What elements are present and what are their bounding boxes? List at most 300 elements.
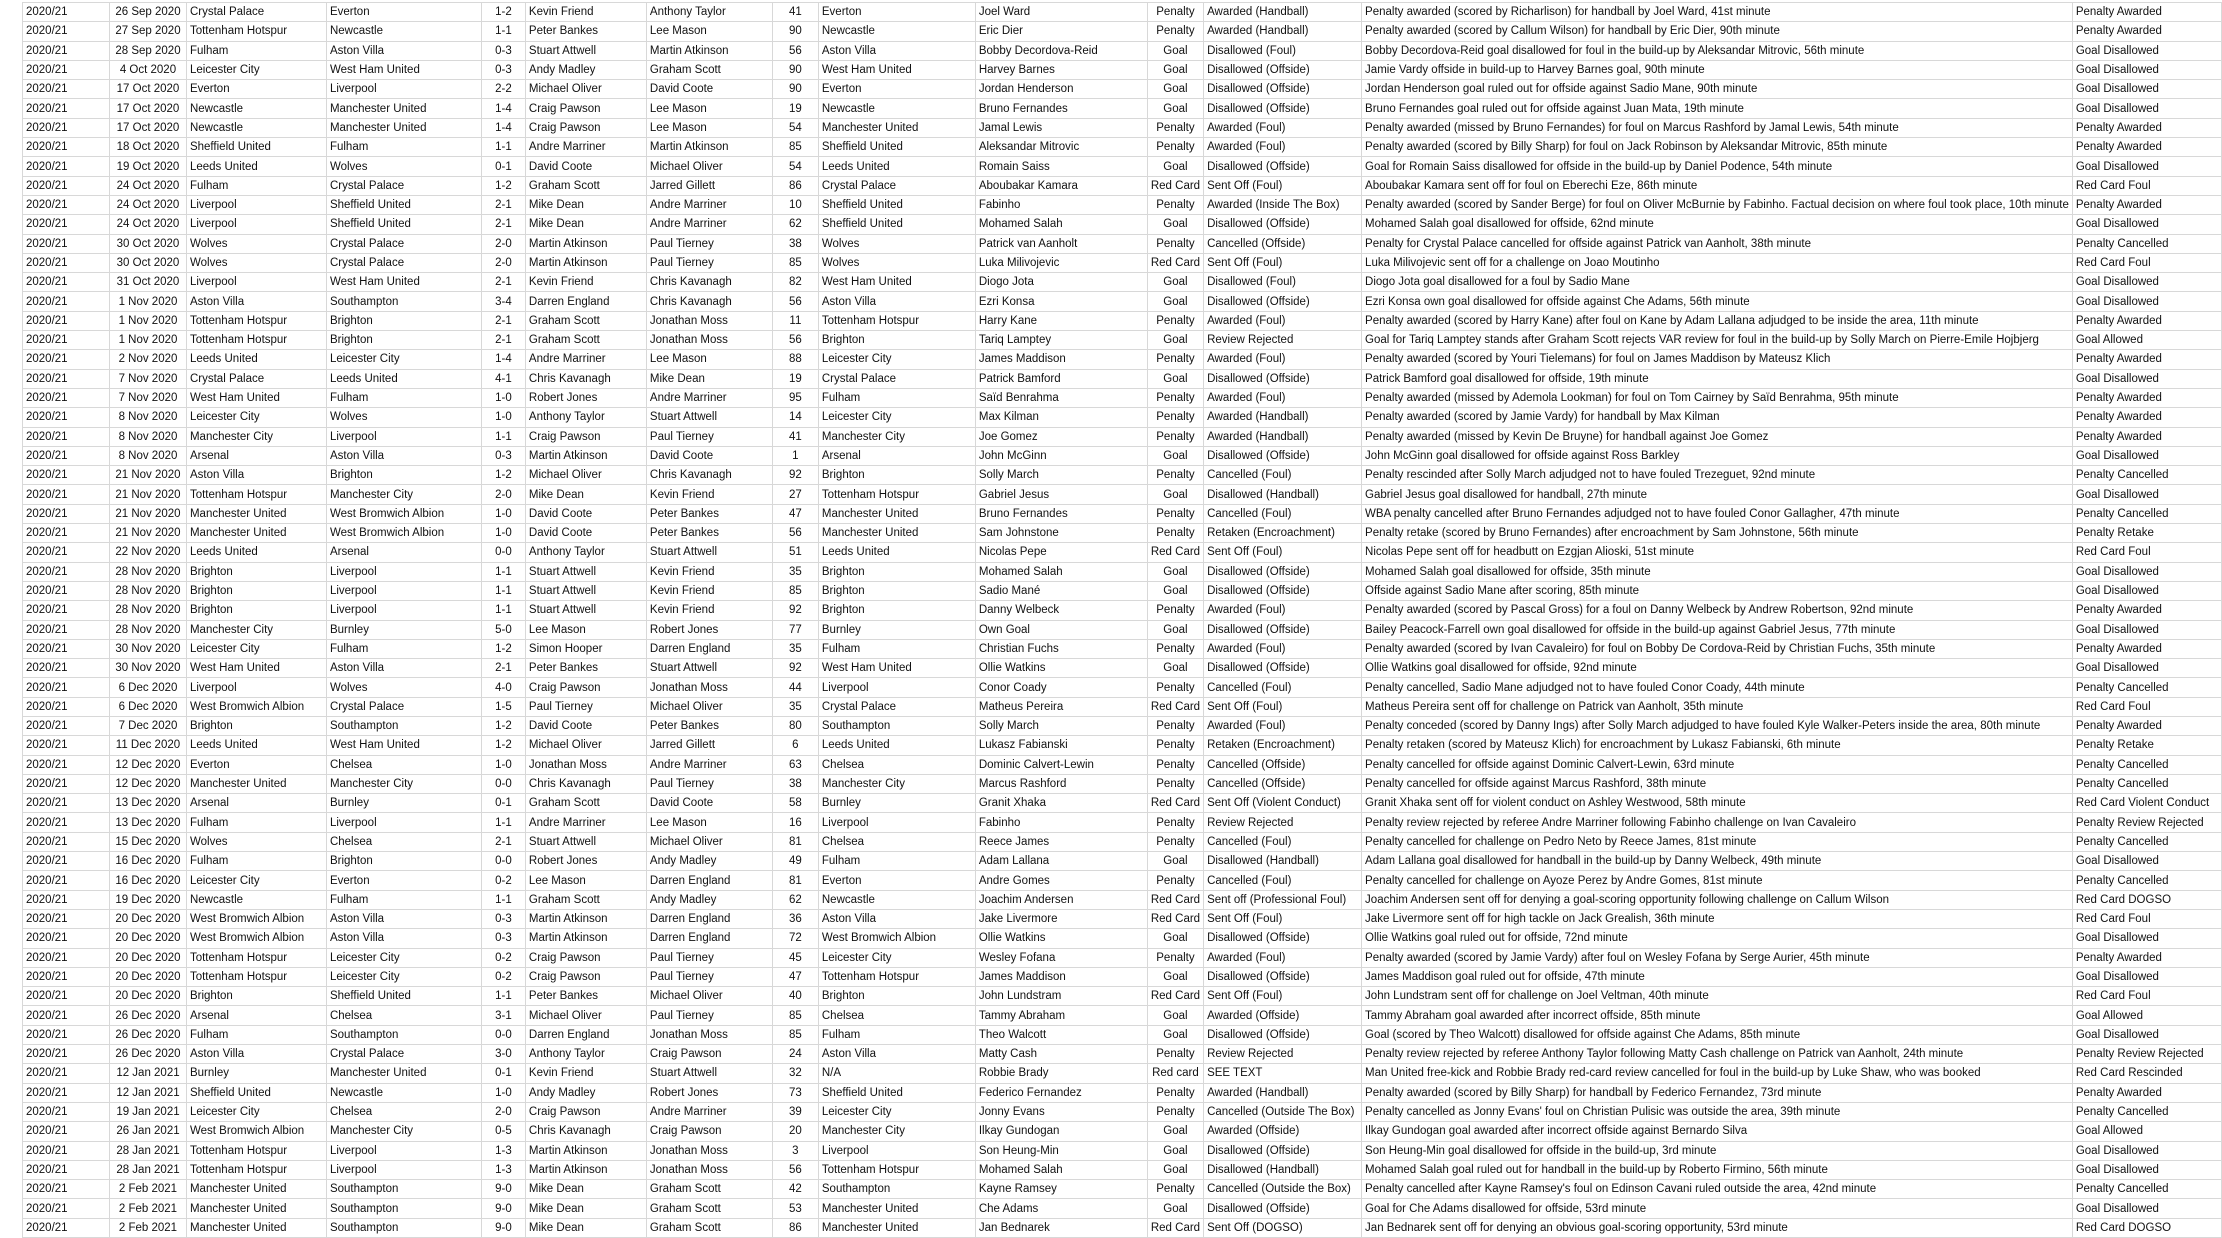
cell-var-official[interactable]: Kevin Friend	[646, 581, 772, 600]
cell-referee[interactable]: Robert Jones	[525, 852, 646, 871]
cell-score[interactable]: 1-2	[481, 716, 525, 735]
cell-player[interactable]: Solly March	[975, 466, 1147, 485]
cell-incident-type[interactable]: Penalty	[1147, 755, 1203, 774]
cell-var-official[interactable]: Andre Marriner	[646, 1102, 772, 1121]
cell-away-team[interactable]: Liverpool	[326, 813, 481, 832]
cell-season[interactable]: 2020/21	[23, 1180, 110, 1199]
cell-category[interactable]: Penalty Awarded	[2072, 639, 2221, 658]
table-row[interactable]	[23, 118, 2222, 137]
cell-decision-team[interactable]: Liverpool	[818, 813, 975, 832]
cell-home-team[interactable]: Liverpool	[186, 273, 326, 292]
cell-season[interactable]: 2020/21	[23, 215, 110, 234]
cell-home-team[interactable]: Tottenham Hotspur	[186, 948, 326, 967]
cell-decision[interactable]: Disallowed (Offside)	[1204, 659, 1362, 678]
cell-decision-team[interactable]: Fulham	[818, 388, 975, 407]
cell-player[interactable]: Son Heung-Min	[975, 1141, 1147, 1160]
table-row[interactable]	[23, 1218, 2222, 1237]
cell-category[interactable]: Goal Disallowed	[2072, 485, 2221, 504]
cell-incident-type[interactable]: Penalty	[1147, 678, 1203, 697]
cell-player[interactable]: Tariq Lamptey	[975, 331, 1147, 350]
cell-player[interactable]: Jamal Lewis	[975, 118, 1147, 137]
cell-home-team[interactable]: Aston Villa	[186, 466, 326, 485]
cell-away-team[interactable]: Southampton	[326, 716, 481, 735]
cell-away-team[interactable]: Aston Villa	[326, 909, 481, 928]
cell-category[interactable]: Goal Disallowed	[2072, 369, 2221, 388]
cell-minute[interactable]: 41	[772, 427, 818, 446]
cell-home-team[interactable]: Fulham	[186, 176, 326, 195]
cell-player[interactable]: James Maddison	[975, 350, 1147, 369]
cell-minute[interactable]: 90	[772, 22, 818, 41]
cell-var-official[interactable]: Robert Jones	[646, 1083, 772, 1102]
cell-score[interactable]: 0-3	[481, 909, 525, 928]
cell-incident-type[interactable]: Penalty	[1147, 716, 1203, 735]
cell-category[interactable]: Penalty Awarded	[2072, 1083, 2221, 1102]
table-row[interactable]	[23, 234, 2222, 253]
cell-player[interactable]: Andre Gomes	[975, 871, 1147, 890]
cell-minute[interactable]: 16	[772, 813, 818, 832]
cell-score[interactable]: 0-3	[481, 60, 525, 79]
cell-player[interactable]: Patrick van Aanholt	[975, 234, 1147, 253]
cell-away-team[interactable]: Liverpool	[326, 80, 481, 99]
cell-season[interactable]: 2020/21	[23, 99, 110, 118]
cell-season[interactable]: 2020/21	[23, 3, 110, 22]
cell-decision-team[interactable]: Fulham	[818, 639, 975, 658]
cell-minute[interactable]: 85	[772, 253, 818, 272]
cell-score[interactable]: 0-3	[481, 929, 525, 948]
cell-description[interactable]: Ollie Watkins goal ruled out for offside, 72nd minute	[1362, 929, 2073, 948]
cell-decision-team[interactable]: Leicester City	[818, 350, 975, 369]
cell-incident-type[interactable]: Goal	[1147, 99, 1203, 118]
table-row[interactable]	[23, 369, 2222, 388]
cell-description[interactable]: Gabriel Jesus goal disallowed for handball, 27th minute	[1362, 485, 2073, 504]
cell-decision-team[interactable]: Southampton	[818, 1180, 975, 1199]
cell-minute[interactable]: 44	[772, 678, 818, 697]
cell-category[interactable]: Goal Disallowed	[2072, 446, 2221, 465]
cell-player[interactable]: Sam Johnstone	[975, 524, 1147, 543]
cell-player[interactable]: Lukasz Fabianski	[975, 736, 1147, 755]
cell-away-team[interactable]: Leeds United	[326, 369, 481, 388]
cell-decision[interactable]: Cancelled (Foul)	[1204, 871, 1362, 890]
cell-referee[interactable]: Martin Atkinson	[525, 1160, 646, 1179]
cell-home-team[interactable]: Leicester City	[186, 60, 326, 79]
cell-season[interactable]: 2020/21	[23, 890, 110, 909]
cell-incident-type[interactable]: Penalty	[1147, 948, 1203, 967]
cell-category[interactable]: Red Card Foul	[2072, 543, 2221, 562]
cell-away-team[interactable]: Manchester City	[326, 774, 481, 793]
cell-referee[interactable]: Martin Atkinson	[525, 1141, 646, 1160]
cell-minute[interactable]: 62	[772, 890, 818, 909]
cell-incident-type[interactable]: Penalty	[1147, 350, 1203, 369]
cell-incident-type[interactable]: Red Card	[1147, 909, 1203, 928]
cell-score[interactable]: 1-1	[481, 890, 525, 909]
cell-decision[interactable]: Awarded (Foul)	[1204, 118, 1362, 137]
cell-minute[interactable]: 1	[772, 446, 818, 465]
table-row[interactable]	[23, 504, 2222, 523]
cell-score[interactable]: 9-0	[481, 1180, 525, 1199]
cell-season[interactable]: 2020/21	[23, 794, 110, 813]
cell-category[interactable]: Penalty Awarded	[2072, 388, 2221, 407]
cell-decision[interactable]: Disallowed (Offside)	[1204, 446, 1362, 465]
cell-score[interactable]: 0-0	[481, 543, 525, 562]
cell-decision-team[interactable]: Tottenham Hotspur	[818, 1160, 975, 1179]
cell-minute[interactable]: 73	[772, 1083, 818, 1102]
cell-var-official[interactable]: Peter Bankes	[646, 716, 772, 735]
cell-decision[interactable]: Awarded (Foul)	[1204, 311, 1362, 330]
cell-category[interactable]: Penalty Cancelled	[2072, 234, 2221, 253]
cell-season[interactable]: 2020/21	[23, 446, 110, 465]
cell-score[interactable]: 9-0	[481, 1199, 525, 1218]
cell-home-team[interactable]: Newcastle	[186, 890, 326, 909]
cell-decision-team[interactable]: Manchester City	[818, 774, 975, 793]
cell-date[interactable]: 26 Dec 2020	[109, 1025, 186, 1044]
cell-incident-type[interactable]: Penalty	[1147, 524, 1203, 543]
cell-home-team[interactable]: Brighton	[186, 581, 326, 600]
cell-score[interactable]: 9-0	[481, 1218, 525, 1237]
cell-decision-team[interactable]: Everton	[818, 3, 975, 22]
cell-decision[interactable]: Awarded (Foul)	[1204, 388, 1362, 407]
cell-score[interactable]: 1-4	[481, 118, 525, 137]
cell-incident-type[interactable]: Penalty	[1147, 311, 1203, 330]
cell-home-team[interactable]: Tottenham Hotspur	[186, 311, 326, 330]
cell-season[interactable]: 2020/21	[23, 581, 110, 600]
cell-category[interactable]: Penalty Cancelled	[2072, 678, 2221, 697]
cell-description[interactable]: Joachim Andersen sent off for denying a goal-scoring opportunity following challenge on Callum Wilson	[1362, 890, 2073, 909]
cell-season[interactable]: 2020/21	[23, 408, 110, 427]
cell-player[interactable]: Patrick Bamford	[975, 369, 1147, 388]
cell-var-official[interactable]: Michael Oliver	[646, 987, 772, 1006]
cell-category[interactable]: Penalty Cancelled	[2072, 1102, 2221, 1121]
cell-referee[interactable]: Andre Marriner	[525, 350, 646, 369]
cell-home-team[interactable]: Aston Villa	[186, 292, 326, 311]
cell-decision-team[interactable]: Crystal Palace	[818, 697, 975, 716]
cell-date[interactable]: 28 Jan 2021	[109, 1141, 186, 1160]
cell-category[interactable]: Penalty Awarded	[2072, 350, 2221, 369]
cell-season[interactable]: 2020/21	[23, 871, 110, 890]
cell-date[interactable]: 15 Dec 2020	[109, 832, 186, 851]
cell-date[interactable]: 2 Nov 2020	[109, 350, 186, 369]
cell-description[interactable]: Nicolas Pepe sent off for headbutt on Ezgjan Alioski, 51st minute	[1362, 543, 2073, 562]
cell-minute[interactable]: 38	[772, 234, 818, 253]
cell-var-official[interactable]: Darren England	[646, 871, 772, 890]
cell-score[interactable]: 1-0	[481, 408, 525, 427]
cell-away-team[interactable]: Burnley	[326, 620, 481, 639]
cell-category[interactable]: Penalty Cancelled	[2072, 871, 2221, 890]
table-row[interactable]	[23, 99, 2222, 118]
cell-var-official[interactable]: Stuart Attwell	[646, 408, 772, 427]
cell-description[interactable]: Diogo Jota goal disallowed for a foul by Sadio Mane	[1362, 273, 2073, 292]
cell-incident-type[interactable]: Goal	[1147, 41, 1203, 60]
cell-category[interactable]: Penalty Review Rejected	[2072, 813, 2221, 832]
cell-incident-type[interactable]: Penalty	[1147, 1083, 1203, 1102]
cell-category[interactable]: Red Card DOGSO	[2072, 890, 2221, 909]
cell-home-team[interactable]: Wolves	[186, 234, 326, 253]
table-row[interactable]	[23, 601, 2222, 620]
table-row[interactable]	[23, 1083, 2222, 1102]
table-row[interactable]	[23, 890, 2222, 909]
cell-date[interactable]: 20 Dec 2020	[109, 948, 186, 967]
cell-player[interactable]: Mohamed Salah	[975, 215, 1147, 234]
cell-description[interactable]: Penalty awarded (scored by Billy Sharp) for foul on Jack Robinson by Aleksandar Mitrovic, 85th minute	[1362, 138, 2073, 157]
cell-score[interactable]: 1-0	[481, 755, 525, 774]
cell-var-official[interactable]: Jarred Gillett	[646, 736, 772, 755]
cell-description[interactable]: James Maddison goal ruled out for offside, 47th minute	[1362, 967, 2073, 986]
cell-date[interactable]: 20 Dec 2020	[109, 909, 186, 928]
cell-referee[interactable]: Graham Scott	[525, 331, 646, 350]
cell-description[interactable]: Penalty awarded (scored by Harry Kane) after foul on Kane by Adam Lallana adjudged to be inside the area, 11th minute	[1362, 311, 2073, 330]
cell-decision[interactable]: Disallowed (Offside)	[1204, 99, 1362, 118]
cell-decision-team[interactable]: Brighton	[818, 466, 975, 485]
cell-description[interactable]: Penalty review rejected by referee Andre Marriner following Fabinho challenge on Ivan Cavaleiro	[1362, 813, 2073, 832]
cell-decision[interactable]: Cancelled (Foul)	[1204, 504, 1362, 523]
cell-incident-type[interactable]: Goal	[1147, 1006, 1203, 1025]
cell-category[interactable]: Penalty Awarded	[2072, 138, 2221, 157]
cell-description[interactable]: John Lundstram sent off for challenge on Joel Veltman, 40th minute	[1362, 987, 2073, 1006]
cell-score[interactable]: 1-1	[481, 601, 525, 620]
cell-incident-type[interactable]: Penalty	[1147, 118, 1203, 137]
cell-var-official[interactable]: Andre Marriner	[646, 195, 772, 214]
cell-season[interactable]: 2020/21	[23, 909, 110, 928]
cell-category[interactable]: Goal Disallowed	[2072, 581, 2221, 600]
cell-minute[interactable]: 88	[772, 350, 818, 369]
cell-season[interactable]: 2020/21	[23, 253, 110, 272]
cell-date[interactable]: 20 Dec 2020	[109, 929, 186, 948]
cell-description[interactable]: Penalty awarded (scored by Callum Wilson) for handball by Eric Dier, 90th minute	[1362, 22, 2073, 41]
cell-decision-team[interactable]: Newcastle	[818, 22, 975, 41]
cell-var-official[interactable]: Andy Madley	[646, 852, 772, 871]
cell-home-team[interactable]: Fulham	[186, 813, 326, 832]
cell-season[interactable]: 2020/21	[23, 369, 110, 388]
cell-description[interactable]: Penalty awarded (missed by Bruno Fernandes) for foul on Marcus Rashford by Jamal Lewis, 54th minute	[1362, 118, 2073, 137]
cell-category[interactable]: Goal Disallowed	[2072, 929, 2221, 948]
cell-player[interactable]: Danny Welbeck	[975, 601, 1147, 620]
table-row[interactable]	[23, 929, 2222, 948]
cell-player[interactable]: Matty Cash	[975, 1045, 1147, 1064]
cell-description[interactable]: Penalty cancelled after Kayne Ramsey's foul on Edinson Cavani ruled outside the area, 42nd minute	[1362, 1180, 2073, 1199]
cell-decision[interactable]: Disallowed (Foul)	[1204, 41, 1362, 60]
cell-away-team[interactable]: Aston Villa	[326, 446, 481, 465]
cell-referee[interactable]: Craig Pawson	[525, 678, 646, 697]
cell-referee[interactable]: Michael Oliver	[525, 1006, 646, 1025]
cell-minute[interactable]: 38	[772, 774, 818, 793]
cell-minute[interactable]: 35	[772, 697, 818, 716]
cell-description[interactable]: Ollie Watkins goal disallowed for offside, 92nd minute	[1362, 659, 2073, 678]
cell-score[interactable]: 2-0	[481, 1102, 525, 1121]
cell-season[interactable]: 2020/21	[23, 195, 110, 214]
table-row[interactable]	[23, 80, 2222, 99]
cell-home-team[interactable]: Leeds United	[186, 350, 326, 369]
cell-var-official[interactable]: Paul Tierney	[646, 967, 772, 986]
cell-score[interactable]: 2-1	[481, 832, 525, 851]
cell-home-team[interactable]: Manchester City	[186, 620, 326, 639]
cell-decision[interactable]: Awarded (Foul)	[1204, 601, 1362, 620]
cell-var-official[interactable]: David Coote	[646, 794, 772, 813]
cell-decision[interactable]: Disallowed (Offside)	[1204, 80, 1362, 99]
cell-referee[interactable]: Andy Madley	[525, 1083, 646, 1102]
cell-player[interactable]: Matheus Pereira	[975, 697, 1147, 716]
cell-decision[interactable]: Cancelled (Outside the Box)	[1204, 1180, 1362, 1199]
cell-home-team[interactable]: Brighton	[186, 987, 326, 1006]
cell-player[interactable]: Jordan Henderson	[975, 80, 1147, 99]
cell-var-official[interactable]: Stuart Attwell	[646, 1064, 772, 1083]
cell-var-official[interactable]: Jarred Gillett	[646, 176, 772, 195]
cell-description[interactable]: John McGinn goal disallowed for offside against Ross Barkley	[1362, 446, 2073, 465]
cell-decision-team[interactable]: West Ham United	[818, 60, 975, 79]
cell-away-team[interactable]: Newcastle	[326, 22, 481, 41]
cell-var-official[interactable]: Kevin Friend	[646, 562, 772, 581]
cell-home-team[interactable]: Newcastle	[186, 99, 326, 118]
table-row[interactable]	[23, 909, 2222, 928]
cell-season[interactable]: 2020/21	[23, 60, 110, 79]
cell-date[interactable]: 30 Nov 2020	[109, 659, 186, 678]
cell-var-official[interactable]: Darren England	[646, 639, 772, 658]
cell-date[interactable]: 6 Dec 2020	[109, 678, 186, 697]
cell-var-official[interactable]: Martin Atkinson	[646, 138, 772, 157]
cell-decision-team[interactable]: Manchester United	[818, 118, 975, 137]
cell-date[interactable]: 2 Feb 2021	[109, 1218, 186, 1237]
cell-incident-type[interactable]: Goal	[1147, 1122, 1203, 1141]
cell-date[interactable]: 12 Dec 2020	[109, 774, 186, 793]
cell-category[interactable]: Goal Disallowed	[2072, 620, 2221, 639]
cell-var-official[interactable]: Martin Atkinson	[646, 41, 772, 60]
cell-score[interactable]: 0-2	[481, 967, 525, 986]
cell-decision-team[interactable]: Sheffield United	[818, 195, 975, 214]
cell-incident-type[interactable]: Penalty	[1147, 234, 1203, 253]
cell-decision[interactable]: Disallowed (Handball)	[1204, 485, 1362, 504]
cell-incident-type[interactable]: Penalty	[1147, 774, 1203, 793]
cell-description[interactable]: Mohamed Salah goal ruled out for handball in the build-up by Roberto Firmino, 56th minute	[1362, 1160, 2073, 1179]
cell-away-team[interactable]: Chelsea	[326, 755, 481, 774]
cell-decision[interactable]: Cancelled (Foul)	[1204, 832, 1362, 851]
cell-var-official[interactable]: Mike Dean	[646, 369, 772, 388]
cell-minute[interactable]: 3	[772, 1141, 818, 1160]
cell-date[interactable]: 11 Dec 2020	[109, 736, 186, 755]
cell-description[interactable]: Offside against Sadio Mane after scoring, 85th minute	[1362, 581, 2073, 600]
cell-decision-team[interactable]: Chelsea	[818, 1006, 975, 1025]
cell-description[interactable]: Penalty rescinded after Solly March adjudged not to have fouled Trezeguet, 92nd minute	[1362, 466, 2073, 485]
cell-decision[interactable]: Cancelled (Foul)	[1204, 466, 1362, 485]
cell-decision[interactable]: Disallowed (Offside)	[1204, 1025, 1362, 1044]
cell-decision[interactable]: Review Rejected	[1204, 813, 1362, 832]
cell-incident-type[interactable]: Penalty	[1147, 813, 1203, 832]
cell-score[interactable]: 1-2	[481, 176, 525, 195]
cell-date[interactable]: 13 Dec 2020	[109, 813, 186, 832]
cell-player[interactable]: Ezri Konsa	[975, 292, 1147, 311]
cell-category[interactable]: Red Card Rescinded	[2072, 1064, 2221, 1083]
cell-home-team[interactable]: Tottenham Hotspur	[186, 967, 326, 986]
cell-decision[interactable]: Sent Off (DOGSO)	[1204, 1218, 1362, 1237]
cell-category[interactable]: Goal Disallowed	[2072, 562, 2221, 581]
cell-decision[interactable]: Sent off (Professional Foul)	[1204, 890, 1362, 909]
cell-referee[interactable]: Peter Bankes	[525, 22, 646, 41]
cell-referee[interactable]: Kevin Friend	[525, 273, 646, 292]
cell-away-team[interactable]: Sheffield United	[326, 215, 481, 234]
cell-player[interactable]: Sadio Mané	[975, 581, 1147, 600]
cell-minute[interactable]: 11	[772, 311, 818, 330]
cell-score[interactable]: 1-2	[481, 466, 525, 485]
cell-score[interactable]: 1-3	[481, 1141, 525, 1160]
table-row[interactable]	[23, 292, 2222, 311]
cell-season[interactable]: 2020/21	[23, 138, 110, 157]
cell-season[interactable]: 2020/21	[23, 736, 110, 755]
table-row[interactable]	[23, 157, 2222, 176]
cell-date[interactable]: 16 Dec 2020	[109, 852, 186, 871]
table-row[interactable]	[23, 524, 2222, 543]
table-row[interactable]	[23, 408, 2222, 427]
cell-referee[interactable]: Graham Scott	[525, 311, 646, 330]
cell-incident-type[interactable]: Goal	[1147, 60, 1203, 79]
cell-decision[interactable]: Disallowed (Handball)	[1204, 852, 1362, 871]
table-row[interactable]	[23, 948, 2222, 967]
cell-category[interactable]: Goal Disallowed	[2072, 273, 2221, 292]
cell-decision-team[interactable]: Fulham	[818, 1025, 975, 1044]
cell-season[interactable]: 2020/21	[23, 601, 110, 620]
cell-decision[interactable]: Awarded (Handball)	[1204, 408, 1362, 427]
cell-description[interactable]: Jake Livermore sent off for high tackle on Jack Grealish, 36th minute	[1362, 909, 2073, 928]
cell-var-official[interactable]: Chris Kavanagh	[646, 273, 772, 292]
cell-decision[interactable]: Sent Off (Foul)	[1204, 697, 1362, 716]
cell-var-official[interactable]: Kevin Friend	[646, 601, 772, 620]
cell-season[interactable]: 2020/21	[23, 388, 110, 407]
cell-away-team[interactable]: Sheffield United	[326, 987, 481, 1006]
cell-description[interactable]: Matheus Pereira sent off for challenge on Patrick van Aanholt, 35th minute	[1362, 697, 2073, 716]
cell-minute[interactable]: 90	[772, 80, 818, 99]
cell-score[interactable]: 0-1	[481, 157, 525, 176]
cell-away-team[interactable]: Aston Villa	[326, 929, 481, 948]
cell-player[interactable]: Saïd Benrahma	[975, 388, 1147, 407]
table-row[interactable]	[23, 350, 2222, 369]
cell-description[interactable]: Penalty cancelled as Jonny Evans' foul on Christian Pulisic was outside the area, 39th minute	[1362, 1102, 2073, 1121]
cell-minute[interactable]: 56	[772, 41, 818, 60]
cell-minute[interactable]: 54	[772, 118, 818, 137]
cell-decision[interactable]: Disallowed (Offside)	[1204, 60, 1362, 79]
cell-season[interactable]: 2020/21	[23, 678, 110, 697]
cell-decision[interactable]: Awarded (Offside)	[1204, 1122, 1362, 1141]
cell-season[interactable]: 2020/21	[23, 485, 110, 504]
cell-season[interactable]: 2020/21	[23, 524, 110, 543]
cell-home-team[interactable]: Leicester City	[186, 639, 326, 658]
cell-incident-type[interactable]: Penalty	[1147, 466, 1203, 485]
cell-decision-team[interactable]: West Ham United	[818, 273, 975, 292]
cell-minute[interactable]: 54	[772, 157, 818, 176]
cell-away-team[interactable]: Fulham	[326, 639, 481, 658]
cell-referee[interactable]: Craig Pawson	[525, 1102, 646, 1121]
cell-decision-team[interactable]: Liverpool	[818, 1141, 975, 1160]
cell-score[interactable]: 1-1	[481, 427, 525, 446]
cell-player[interactable]: Robbie Brady	[975, 1064, 1147, 1083]
cell-home-team[interactable]: Everton	[186, 755, 326, 774]
cell-decision-team[interactable]: Sheffield United	[818, 138, 975, 157]
cell-score[interactable]: 0-5	[481, 1122, 525, 1141]
cell-category[interactable]: Penalty Awarded	[2072, 3, 2221, 22]
cell-minute[interactable]: 6	[772, 736, 818, 755]
cell-referee[interactable]: Lee Mason	[525, 620, 646, 639]
cell-player[interactable]: Nicolas Pepe	[975, 543, 1147, 562]
cell-player[interactable]: Joe Gomez	[975, 427, 1147, 446]
cell-away-team[interactable]: Fulham	[326, 890, 481, 909]
cell-decision-team[interactable]: Manchester United	[818, 1199, 975, 1218]
cell-description[interactable]: Penalty conceded (scored by Danny Ings) after Solly March adjudged to have fouled Kyle Walker-Peters inside the area, 80th minute	[1362, 716, 2073, 735]
cell-date[interactable]: 20 Dec 2020	[109, 967, 186, 986]
cell-decision[interactable]: Retaken (Encroachment)	[1204, 736, 1362, 755]
cell-season[interactable]: 2020/21	[23, 543, 110, 562]
cell-away-team[interactable]: Everton	[326, 3, 481, 22]
cell-decision-team[interactable]: N/A	[818, 1064, 975, 1083]
cell-player[interactable]: Max Kilman	[975, 408, 1147, 427]
cell-decision[interactable]: Disallowed (Offside)	[1204, 1141, 1362, 1160]
cell-date[interactable]: 21 Nov 2020	[109, 524, 186, 543]
cell-incident-type[interactable]: Goal	[1147, 485, 1203, 504]
cell-decision-team[interactable]: Arsenal	[818, 446, 975, 465]
